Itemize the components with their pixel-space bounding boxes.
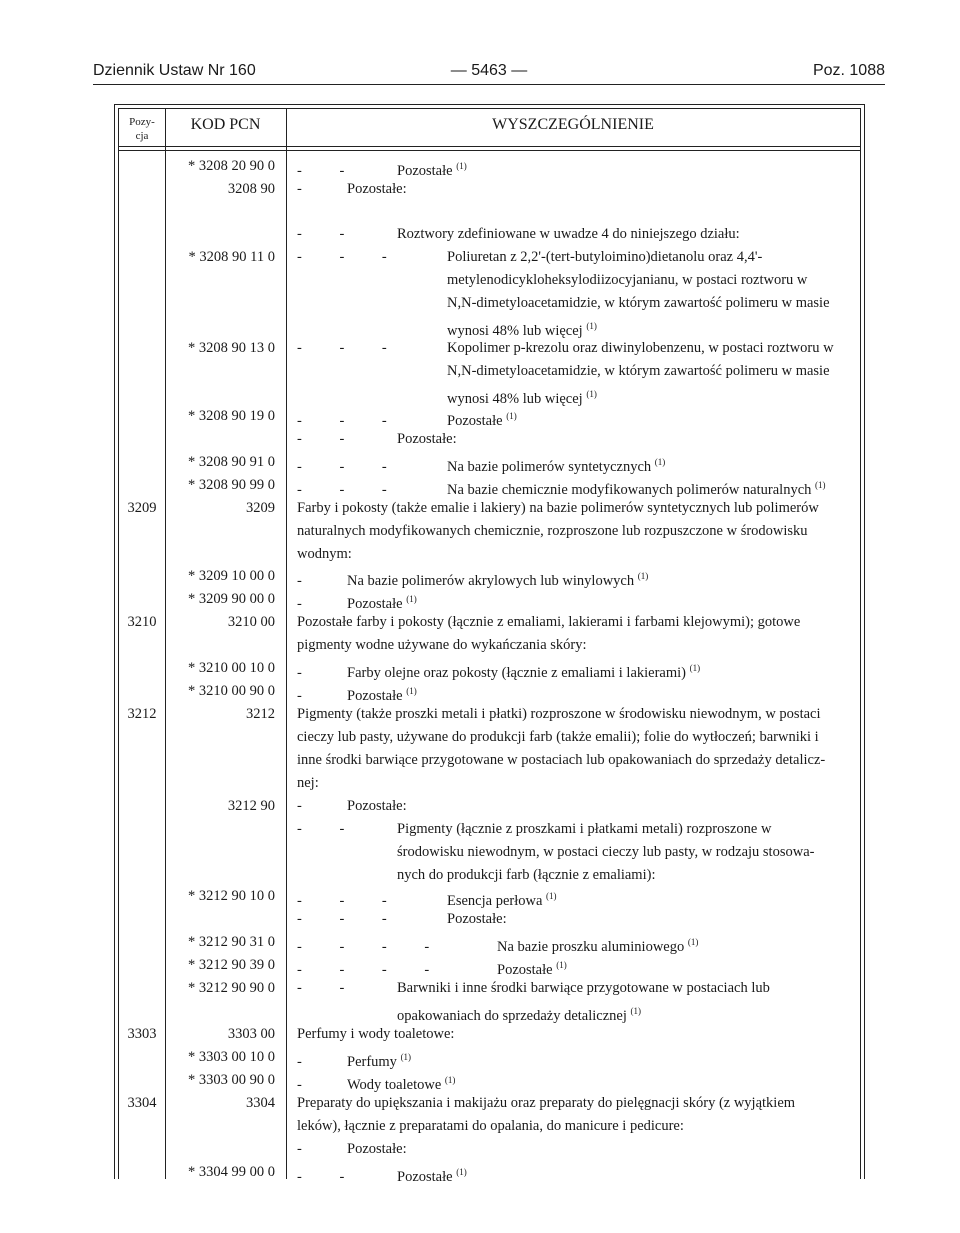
row-kod-pcn: * 3210 00 90 0 bbox=[188, 683, 275, 699]
position-number: Poz. 1088 bbox=[812, 62, 885, 79]
row-description bbox=[297, 246, 852, 343]
row-description-line: Na bazie chemicznie modyfikowanych polimerów naturalnych $^{(1)}$ bbox=[447, 480, 826, 498]
row-description-line: Perfumy i wody toaletowe: bbox=[297, 1026, 455, 1042]
footnote-marker: (1) bbox=[654, 457, 666, 467]
row-indent-dashes: - bbox=[297, 688, 302, 704]
row-description-line: opakowaniach do sprzedaży detalicznej $^{(1)}$ bbox=[397, 1006, 642, 1024]
row-indent-dashes: - bbox=[297, 798, 302, 814]
row-description-line: leków), łącznie z preparatami do opalania, do manicure i pedicure: bbox=[297, 1118, 684, 1134]
footnote-marker: (1) bbox=[546, 891, 557, 901]
row-description-line: Perfumy $^{(1)}$ bbox=[347, 1052, 412, 1070]
row-description-line: wynosi 48% lub więcej $^{(1)}$ bbox=[447, 321, 597, 339]
row-description-line: cieczy lub pasty, używane do produkcji farb (także emalii); folie do wytłoczeń; barwniki i bbox=[297, 729, 819, 745]
row-description-line: nych do produkcji farb (łącznie z emaliami): bbox=[397, 867, 656, 883]
row-description-line: Pozostałe $^{(1)}$ bbox=[497, 960, 567, 978]
row-description bbox=[297, 223, 852, 246]
row-description-line: N,N-dimetyloacetamidzie, w którym zawartość polimeru w masie bbox=[447, 363, 830, 379]
page-header bbox=[93, 62, 885, 86]
footnote-marker: (1) bbox=[687, 937, 699, 947]
row-description-line: Roztwory zdefiniowane w uwadze 4 do niniejszego działu: bbox=[397, 226, 740, 242]
footnote-marker: (1) bbox=[456, 1167, 467, 1177]
row-description-line: Barwniki i inne środki barwiące przygotowane w postaciach lub bbox=[397, 980, 770, 996]
row-kod-pcn: * 3212 90 39 0 bbox=[188, 957, 275, 973]
row-description-line: Poliuretan z 2,2'-(tert-butyloimino)dietanolu oraz 4,4'- bbox=[447, 249, 763, 265]
row-description bbox=[297, 795, 852, 818]
table-border-top-inner bbox=[118, 108, 860, 109]
footnote-marker: (1) bbox=[406, 686, 417, 696]
row-indent-dashes: - bbox=[297, 665, 302, 681]
row-description bbox=[297, 703, 852, 795]
row-kod-pcn: 3212 bbox=[246, 706, 275, 722]
row-description-line: Na bazie proszku aluminiowego $^{(1)}$ bbox=[497, 937, 699, 955]
row-description-line: wynosi 48% lub więcej $^{(1)}$ bbox=[447, 389, 597, 407]
footnote-marker: (1) bbox=[456, 161, 467, 171]
row-description-line: Pozostałe $^{(1)}$ bbox=[347, 594, 417, 612]
row-description-line: inne środki barwiące przygotowane w postaciach lub opakowaniach do sprzedaży detalicz- bbox=[297, 752, 826, 768]
footnote-marker: (1) bbox=[444, 1075, 456, 1085]
row-description bbox=[297, 497, 852, 566]
row-description-line: Pozostałe: bbox=[397, 431, 457, 447]
row-description-line: Pozostałe: bbox=[347, 181, 407, 197]
footnote-marker: (1) bbox=[637, 571, 649, 581]
row-indent-dashes: - - - bbox=[297, 482, 387, 498]
row-description-line: środowisku niewodnym, w postaci cieczy lub pasty, w rodzaju stosowa- bbox=[397, 844, 815, 860]
column-header-pozycja: Pozy- cja bbox=[129, 116, 155, 142]
row-description bbox=[297, 1092, 852, 1138]
row-indent-dashes: - - - bbox=[297, 459, 387, 475]
row-description-line: Pigmenty (łącznie z proszkami i płatkami metali) rozproszone w bbox=[397, 821, 772, 837]
footnote-marker: (1) bbox=[815, 480, 826, 490]
row-kod-pcn: * 3210 00 10 0 bbox=[188, 660, 275, 676]
row-kod-pcn: * 3208 90 13 0 bbox=[188, 340, 275, 356]
row-indent-dashes: - - bbox=[297, 431, 345, 447]
column-separator-2 bbox=[286, 108, 287, 1179]
row-kod-pcn: 3212 90 bbox=[227, 798, 275, 814]
row-description bbox=[297, 818, 852, 887]
row-description-line: pigmenty wodne używane do wykańczania skóry: bbox=[297, 637, 587, 653]
row-kod-pcn: * 3304 99 00 0 bbox=[188, 1164, 275, 1180]
footnote-marker: (1) bbox=[400, 1052, 412, 1062]
footnote-marker: (1) bbox=[630, 1006, 642, 1016]
row-indent-dashes: - - bbox=[297, 1169, 345, 1185]
row-kod-pcn: * 3209 10 00 0 bbox=[188, 568, 275, 584]
row-description-line: Pozostałe: bbox=[347, 798, 407, 814]
row-description-line: wodnym: bbox=[297, 546, 352, 562]
row-indent-dashes: - bbox=[297, 181, 302, 197]
table-header-rule-1 bbox=[118, 146, 860, 147]
row-indent-dashes: - bbox=[297, 1054, 302, 1070]
row-indent-dashes: - - bbox=[297, 821, 345, 837]
row-description-line: Preparaty do upiększania i makijażu oraz preparaty do pielęgnacji skóry (z wyjątkiem bbox=[297, 1095, 796, 1111]
row-indent-dashes: - - - bbox=[297, 340, 387, 356]
row-pozycja: 3212 bbox=[127, 706, 157, 722]
row-pozycja: 3304 bbox=[127, 1095, 157, 1111]
row-kod-pcn: * 3208 90 91 0 bbox=[188, 454, 275, 470]
row-pozycja: 3303 bbox=[127, 1026, 157, 1042]
row-description-line: Pozostałe $^{(1)}$ bbox=[447, 411, 517, 429]
row-description-line: nej: bbox=[297, 775, 319, 791]
footnote-marker: (1) bbox=[689, 663, 701, 673]
row-kod-pcn: * 3212 90 31 0 bbox=[188, 934, 275, 950]
row-description bbox=[297, 977, 852, 1028]
row-description-line: Pozostałe: bbox=[347, 1141, 407, 1157]
row-description-line: Pozostałe $^{(1)}$ bbox=[397, 161, 467, 179]
row-description bbox=[297, 178, 852, 201]
row-kod-pcn: * 3212 90 90 0 bbox=[188, 980, 275, 996]
row-description bbox=[297, 1161, 852, 1189]
footnote-marker: (1) bbox=[586, 321, 597, 331]
row-indent-dashes: - - - - bbox=[297, 939, 430, 955]
row-description bbox=[297, 908, 852, 931]
row-description-line: Pozostałe: bbox=[447, 911, 507, 927]
row-pozycja: 3209 bbox=[127, 500, 157, 516]
table-header-rule-2 bbox=[118, 150, 860, 151]
table-border-right-outer bbox=[864, 104, 865, 1179]
row-indent-dashes: - - - - bbox=[297, 962, 430, 978]
table-border-top-outer bbox=[114, 104, 864, 105]
row-indent-dashes: - bbox=[297, 573, 302, 589]
column-separator-1 bbox=[165, 108, 166, 1179]
row-indent-dashes: - - bbox=[297, 226, 345, 242]
row-indent-dashes: - - - bbox=[297, 893, 387, 909]
row-kod-pcn: * 3208 90 11 0 bbox=[188, 249, 275, 265]
row-description-line: metylenodicykloheksylodiizocyjanianu, w postaci roztworu w bbox=[447, 272, 808, 288]
table-border-left-inner bbox=[118, 108, 119, 1179]
row-description bbox=[297, 611, 852, 657]
row-kod-pcn: * 3209 90 00 0 bbox=[188, 591, 275, 607]
table-border-right-inner bbox=[860, 108, 861, 1179]
column-header-kod: KOD PCN bbox=[190, 116, 261, 133]
page-number: — 5463 — bbox=[450, 62, 528, 79]
row-kod-pcn: * 3208 20 90 0 bbox=[188, 158, 275, 174]
row-description-line: Na bazie polimerów akrylowych lub winylowych $^{(1)}$ bbox=[347, 571, 649, 589]
row-kod-pcn: 3210 00 bbox=[227, 614, 275, 630]
row-description-line: Na bazie polimerów syntetycznych $^{(1)}$ bbox=[447, 457, 666, 475]
row-description-line: Esencja perłowa $^{(1)}$ bbox=[447, 891, 557, 909]
row-description-line: Pozostałe farby i pokosty (łącznie z emaliami, lakierami i farbami klejowymi); gotowe bbox=[297, 614, 801, 630]
row-description-line: naturalnych modyfikowanych chemicznie, rozproszone lub rozpuszczone w środowisku bbox=[297, 523, 808, 539]
row-kod-pcn: * 3212 90 10 0 bbox=[188, 888, 275, 904]
header-rule bbox=[93, 84, 885, 85]
row-pozycja: 3210 bbox=[127, 614, 157, 630]
row-indent-dashes: - bbox=[297, 596, 302, 612]
row-indent-dashes: - bbox=[297, 1077, 302, 1093]
footnote-marker: (1) bbox=[586, 389, 597, 399]
row-indent-dashes: - - - bbox=[297, 413, 387, 429]
row-description bbox=[297, 1023, 852, 1046]
row-description-line: Farby olejne oraz pokosty (łącznie z emaliami i lakierami) $^{(1)}$ bbox=[347, 663, 701, 681]
row-description-line: Kopolimer p-krezolu oraz diwinylobenzenu, w postaci roztworu w bbox=[447, 340, 834, 356]
row-kod-pcn: * 3303 00 10 0 bbox=[188, 1049, 275, 1065]
row-kod-pcn: 3209 bbox=[246, 500, 275, 516]
row-description bbox=[297, 1138, 852, 1161]
row-kod-pcn: * 3208 90 19 0 bbox=[188, 408, 275, 424]
row-indent-dashes: - - - bbox=[297, 911, 387, 927]
journal-title: Dziennik Ustaw Nr 160 bbox=[93, 62, 256, 79]
table-border-left-outer bbox=[114, 104, 115, 1179]
row-kod-pcn: * 3303 00 90 0 bbox=[188, 1072, 275, 1088]
row-description-line: Farby i pokosty (także emalie i lakiery) na bazie polimerów syntetycznych lub polimerów bbox=[297, 500, 819, 516]
row-description bbox=[297, 337, 852, 411]
footnote-marker: (1) bbox=[506, 411, 517, 421]
footnote-marker: (1) bbox=[556, 960, 567, 970]
row-indent-dashes: - - bbox=[297, 980, 345, 996]
row-indent-dashes: - - bbox=[297, 163, 345, 179]
row-description-line: Pigmenty (także proszki metali i płatki) rozproszone w środowisku niewodnym, w postaci bbox=[297, 706, 821, 722]
row-kod-pcn: 3208 90 bbox=[227, 181, 275, 197]
column-header-wyszczegolnienie: WYSZCZEGÓLNIENIE bbox=[492, 116, 654, 133]
row-description-line: Pozostałe $^{(1)}$ bbox=[397, 1167, 467, 1185]
row-kod-pcn: 3303 00 bbox=[227, 1026, 275, 1042]
row-description-line: Wody toaletowe $^{(1)}$ bbox=[347, 1075, 456, 1093]
footnote-marker: (1) bbox=[406, 594, 417, 604]
row-indent-dashes: - - - bbox=[297, 249, 387, 265]
row-description bbox=[297, 428, 852, 451]
row-kod-pcn: * 3208 90 99 0 bbox=[188, 477, 275, 493]
row-description-line: N,N-dimetyloacetamidzie, w którym zawartość polimeru w masie bbox=[447, 295, 830, 311]
row-kod-pcn: 3304 bbox=[246, 1095, 275, 1111]
row-indent-dashes: - bbox=[297, 1141, 302, 1157]
row-description-line: Pozostałe $^{(1)}$ bbox=[347, 686, 417, 704]
